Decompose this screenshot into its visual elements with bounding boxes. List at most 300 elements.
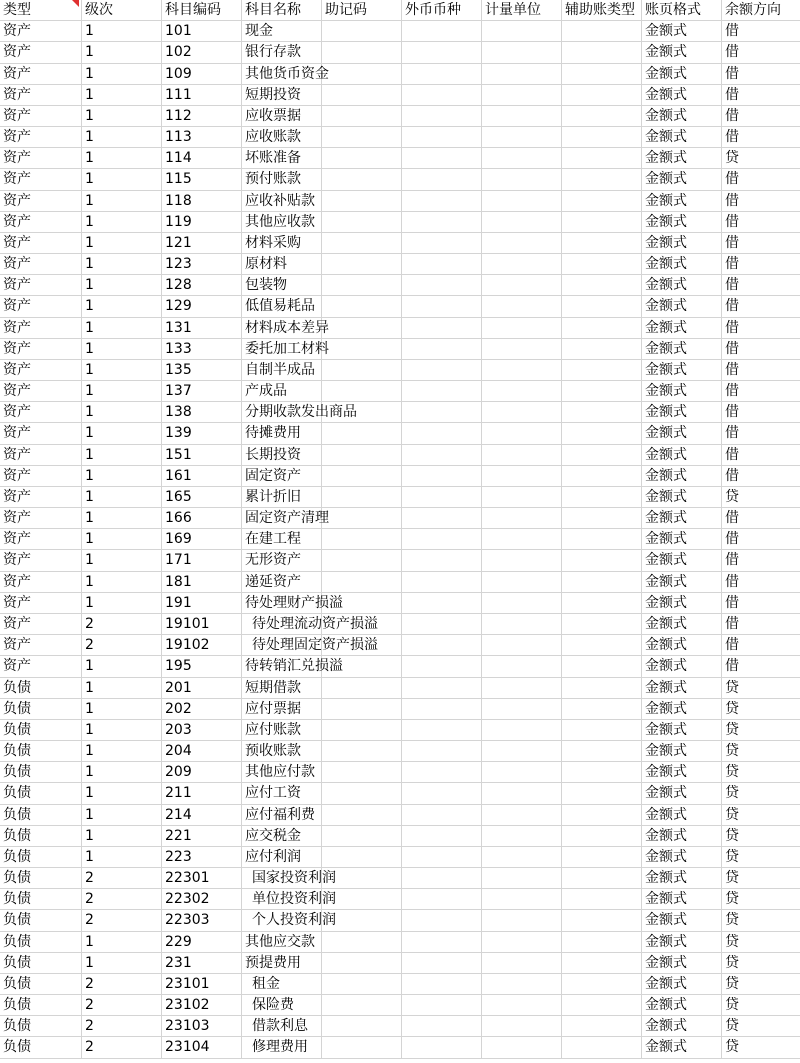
cell-aux-type[interactable] [562,932,642,953]
cell-unit[interactable] [482,953,562,974]
cell-type[interactable]: 资产 [0,487,82,508]
cell-name[interactable]: 原材料 [242,254,322,275]
cell-name[interactable]: 应交税金 [242,826,322,847]
cell-currency[interactable] [402,678,482,699]
cell-code[interactable]: 115 [162,169,242,190]
cell-name[interactable]: 自制半成品 [242,360,322,381]
cell-code[interactable]: 121 [162,233,242,254]
cell-mnemonic[interactable] [322,445,402,466]
header-cell-type[interactable]: 类型 [0,0,82,21]
cell-level[interactable]: 2 [82,868,162,889]
cell-code[interactable]: 139 [162,423,242,444]
cell-level[interactable]: 2 [82,889,162,910]
cell-level[interactable]: 1 [82,783,162,804]
cell-name[interactable]: 预付账款 [242,169,322,190]
cell-code[interactable]: 102 [162,42,242,63]
cell-code[interactable]: 211 [162,783,242,804]
cell-type[interactable]: 资产 [0,275,82,296]
cell-level[interactable]: 1 [82,593,162,614]
cell-level[interactable]: 1 [82,466,162,487]
cell-unit[interactable] [482,699,562,720]
cell-currency[interactable] [402,127,482,148]
cell-currency[interactable] [402,572,482,593]
cell-aux-type[interactable] [562,699,642,720]
cell-level[interactable]: 2 [82,1016,162,1037]
cell-aux-type[interactable] [562,169,642,190]
cell-level[interactable]: 1 [82,21,162,42]
cell-name[interactable]: 递延资产 [242,572,322,593]
cell-aux-type[interactable] [562,254,642,275]
cell-code[interactable]: 19101 [162,614,242,635]
header-cell-level[interactable]: 级次 [82,0,162,21]
cell-page-format[interactable]: 金额式 [642,783,722,804]
cell-page-format[interactable]: 金额式 [642,974,722,995]
cell-mnemonic[interactable] [322,212,402,233]
cell-mnemonic[interactable] [322,699,402,720]
cell-code[interactable]: 138 [162,402,242,423]
cell-balance-direction[interactable]: 贷 [722,826,800,847]
cell-code[interactable]: 204 [162,741,242,762]
cell-mnemonic[interactable] [322,402,402,423]
cell-level[interactable]: 1 [82,64,162,85]
cell-aux-type[interactable] [562,402,642,423]
cell-code[interactable]: 114 [162,148,242,169]
cell-balance-direction[interactable]: 借 [722,381,800,402]
cell-mnemonic[interactable] [322,423,402,444]
cell-code[interactable]: 23103 [162,1016,242,1037]
cell-type[interactable]: 负债 [0,1037,82,1058]
cell-mnemonic[interactable] [322,148,402,169]
cell-aux-type[interactable] [562,868,642,889]
cell-currency[interactable] [402,64,482,85]
cell-currency[interactable] [402,445,482,466]
cell-page-format[interactable]: 金额式 [642,826,722,847]
cell-page-format[interactable]: 金额式 [642,953,722,974]
cell-name[interactable]: 待转销汇兑损溢 [242,656,322,677]
cell-unit[interactable] [482,847,562,868]
cell-name[interactable]: 现金 [242,21,322,42]
cell-level[interactable]: 1 [82,445,162,466]
cell-name[interactable]: 其他应收款 [242,212,322,233]
cell-aux-type[interactable] [562,466,642,487]
cell-page-format[interactable]: 金额式 [642,932,722,953]
cell-level[interactable]: 2 [82,1037,162,1058]
cell-page-format[interactable]: 金额式 [642,318,722,339]
cell-currency[interactable] [402,360,482,381]
cell-aux-type[interactable] [562,635,642,656]
cell-balance-direction[interactable]: 贷 [722,783,800,804]
cell-aux-type[interactable] [562,85,642,106]
cell-aux-type[interactable] [562,339,642,360]
cell-level[interactable]: 1 [82,360,162,381]
cell-page-format[interactable]: 金额式 [642,889,722,910]
cell-balance-direction[interactable]: 借 [722,656,800,677]
cell-currency[interactable] [402,762,482,783]
cell-balance-direction[interactable]: 借 [722,64,800,85]
cell-page-format[interactable]: 金额式 [642,106,722,127]
cell-currency[interactable] [402,614,482,635]
cell-name[interactable]: 个人投资利润 [242,910,322,931]
cell-mnemonic[interactable] [322,42,402,63]
cell-name[interactable]: 委托加工材料 [242,339,322,360]
cell-page-format[interactable]: 金额式 [642,572,722,593]
cell-unit[interactable] [482,932,562,953]
cell-type[interactable]: 资产 [0,318,82,339]
cell-currency[interactable] [402,847,482,868]
cell-name[interactable]: 材料成本差异 [242,318,322,339]
cell-name[interactable]: 借款利息 [242,1016,322,1037]
cell-code[interactable]: 109 [162,64,242,85]
cell-type[interactable]: 负债 [0,847,82,868]
cell-unit[interactable] [482,487,562,508]
cell-unit[interactable] [482,169,562,190]
cell-mnemonic[interactable] [322,635,402,656]
cell-balance-direction[interactable]: 贷 [722,953,800,974]
cell-page-format[interactable]: 金额式 [642,402,722,423]
cell-mnemonic[interactable] [322,678,402,699]
cell-mnemonic[interactable] [322,550,402,571]
cell-balance-direction[interactable]: 贷 [722,995,800,1016]
cell-unit[interactable] [482,127,562,148]
cell-page-format[interactable]: 金额式 [642,191,722,212]
cell-code[interactable]: 123 [162,254,242,275]
cell-name[interactable]: 产成品 [242,381,322,402]
cell-code[interactable]: 22302 [162,889,242,910]
cell-name[interactable]: 待处理流动资产损溢 [242,614,322,635]
cell-currency[interactable] [402,42,482,63]
cell-type[interactable]: 资产 [0,656,82,677]
cell-aux-type[interactable] [562,508,642,529]
cell-unit[interactable] [482,148,562,169]
header-cell-unit[interactable]: 计量单位 [482,0,562,21]
cell-type[interactable]: 资产 [0,529,82,550]
cell-page-format[interactable]: 金额式 [642,995,722,1016]
cell-type[interactable]: 资产 [0,148,82,169]
cell-mnemonic[interactable] [322,995,402,1016]
cell-currency[interactable] [402,1037,482,1058]
cell-balance-direction[interactable]: 借 [722,169,800,190]
cell-level[interactable]: 1 [82,423,162,444]
cell-balance-direction[interactable]: 贷 [722,932,800,953]
cell-code[interactable]: 119 [162,212,242,233]
cell-type[interactable]: 负债 [0,868,82,889]
cell-page-format[interactable]: 金额式 [642,148,722,169]
cell-level[interactable]: 1 [82,508,162,529]
cell-mnemonic[interactable] [322,275,402,296]
cell-mnemonic[interactable] [322,932,402,953]
cell-mnemonic[interactable] [322,656,402,677]
cell-balance-direction[interactable]: 借 [722,275,800,296]
cell-code[interactable]: 23104 [162,1037,242,1058]
cell-currency[interactable] [402,635,482,656]
cell-level[interactable]: 1 [82,212,162,233]
cell-unit[interactable] [482,826,562,847]
cell-aux-type[interactable] [562,656,642,677]
header-cell-currency[interactable]: 外币币种 [402,0,482,21]
cell-mnemonic[interactable] [322,826,402,847]
cell-balance-direction[interactable]: 借 [722,614,800,635]
cell-currency[interactable] [402,974,482,995]
cell-page-format[interactable]: 金额式 [642,127,722,148]
cell-type[interactable]: 资产 [0,127,82,148]
cell-mnemonic[interactable] [322,169,402,190]
cell-page-format[interactable]: 金额式 [642,699,722,720]
cell-currency[interactable] [402,381,482,402]
cell-page-format[interactable]: 金额式 [642,1016,722,1037]
cell-page-format[interactable]: 金额式 [642,805,722,826]
cell-aux-type[interactable] [562,910,642,931]
cell-balance-direction[interactable]: 借 [722,127,800,148]
cell-unit[interactable] [482,64,562,85]
cell-page-format[interactable]: 金额式 [642,678,722,699]
cell-page-format[interactable]: 金额式 [642,529,722,550]
cell-code[interactable]: 131 [162,318,242,339]
cell-mnemonic[interactable] [322,783,402,804]
cell-level[interactable]: 1 [82,932,162,953]
cell-type[interactable]: 资产 [0,381,82,402]
cell-balance-direction[interactable]: 借 [722,85,800,106]
cell-currency[interactable] [402,741,482,762]
cell-code[interactable]: 128 [162,275,242,296]
cell-unit[interactable] [482,402,562,423]
header-cell-mnemonic[interactable]: 助记码 [322,0,402,21]
cell-name[interactable]: 其他货币资金 [242,64,322,85]
cell-code[interactable]: 191 [162,593,242,614]
header-cell-code[interactable]: 科目编码 [162,0,242,21]
cell-currency[interactable] [402,21,482,42]
cell-unit[interactable] [482,275,562,296]
cell-currency[interactable] [402,233,482,254]
cell-level[interactable]: 1 [82,296,162,317]
cell-level[interactable]: 2 [82,910,162,931]
cell-aux-type[interactable] [562,805,642,826]
cell-currency[interactable] [402,783,482,804]
cell-type[interactable]: 负债 [0,974,82,995]
cell-currency[interactable] [402,1016,482,1037]
cell-level[interactable]: 1 [82,572,162,593]
cell-page-format[interactable]: 金额式 [642,550,722,571]
cell-page-format[interactable]: 金额式 [642,762,722,783]
cell-currency[interactable] [402,191,482,212]
cell-unit[interactable] [482,1016,562,1037]
cell-mnemonic[interactable] [322,318,402,339]
cell-aux-type[interactable] [562,233,642,254]
cell-unit[interactable] [482,614,562,635]
cell-balance-direction[interactable]: 借 [722,508,800,529]
cell-balance-direction[interactable]: 借 [722,572,800,593]
cell-mnemonic[interactable] [322,339,402,360]
cell-mnemonic[interactable] [322,487,402,508]
cell-aux-type[interactable] [562,1037,642,1058]
cell-level[interactable]: 1 [82,402,162,423]
cell-page-format[interactable]: 金额式 [642,635,722,656]
cell-name[interactable]: 分期收款发出商品 [242,402,322,423]
cell-aux-type[interactable] [562,318,642,339]
cell-type[interactable]: 资产 [0,508,82,529]
cell-unit[interactable] [482,360,562,381]
cell-level[interactable]: 1 [82,275,162,296]
cell-page-format[interactable]: 金额式 [642,868,722,889]
cell-currency[interactable] [402,339,482,360]
cell-aux-type[interactable] [562,572,642,593]
cell-balance-direction[interactable]: 贷 [722,487,800,508]
cell-balance-direction[interactable]: 借 [722,254,800,275]
cell-balance-direction[interactable]: 借 [722,445,800,466]
cell-name[interactable]: 固定资产 [242,466,322,487]
cell-code[interactable]: 112 [162,106,242,127]
cell-type[interactable]: 资产 [0,423,82,444]
cell-aux-type[interactable] [562,42,642,63]
cell-name[interactable]: 其他应交款 [242,932,322,953]
cell-type[interactable]: 负债 [0,720,82,741]
cell-name[interactable]: 坏账准备 [242,148,322,169]
cell-page-format[interactable]: 金额式 [642,614,722,635]
cell-mnemonic[interactable] [322,1016,402,1037]
header-cell-balance-direction[interactable]: 余额方向 [722,0,800,21]
cell-name[interactable]: 修理费用 [242,1037,322,1058]
cell-name[interactable]: 待处理固定资产损溢 [242,635,322,656]
cell-unit[interactable] [482,974,562,995]
cell-code[interactable]: 113 [162,127,242,148]
cell-code[interactable]: 22303 [162,910,242,931]
cell-page-format[interactable]: 金额式 [642,466,722,487]
cell-unit[interactable] [482,42,562,63]
cell-type[interactable]: 资产 [0,402,82,423]
cell-type[interactable]: 资产 [0,106,82,127]
cell-code[interactable]: 151 [162,445,242,466]
cell-name[interactable]: 固定资产清理 [242,508,322,529]
cell-currency[interactable] [402,995,482,1016]
cell-aux-type[interactable] [562,275,642,296]
cell-code[interactable]: 118 [162,191,242,212]
cell-aux-type[interactable] [562,593,642,614]
cell-balance-direction[interactable]: 贷 [722,741,800,762]
cell-code[interactable]: 135 [162,360,242,381]
cell-page-format[interactable]: 金额式 [642,741,722,762]
cell-level[interactable]: 1 [82,805,162,826]
cell-unit[interactable] [482,995,562,1016]
cell-unit[interactable] [482,529,562,550]
cell-aux-type[interactable] [562,360,642,381]
cell-aux-type[interactable] [562,529,642,550]
cell-balance-direction[interactable]: 贷 [722,1016,800,1037]
cell-level[interactable]: 1 [82,762,162,783]
cell-balance-direction[interactable]: 贷 [722,847,800,868]
cell-mnemonic[interactable] [322,296,402,317]
cell-code[interactable]: 111 [162,85,242,106]
cell-aux-type[interactable] [562,1016,642,1037]
cell-level[interactable]: 1 [82,487,162,508]
cell-level[interactable]: 1 [82,699,162,720]
cell-unit[interactable] [482,339,562,360]
cell-balance-direction[interactable]: 贷 [722,805,800,826]
cell-unit[interactable] [482,212,562,233]
cell-type[interactable]: 资产 [0,339,82,360]
cell-aux-type[interactable] [562,148,642,169]
cell-type[interactable]: 资产 [0,614,82,635]
cell-unit[interactable] [482,889,562,910]
cell-mnemonic[interactable] [322,191,402,212]
cell-code[interactable]: 171 [162,550,242,571]
cell-mnemonic[interactable] [322,508,402,529]
cell-code[interactable]: 23102 [162,995,242,1016]
cell-level[interactable]: 1 [82,339,162,360]
cell-code[interactable]: 214 [162,805,242,826]
cell-level[interactable]: 1 [82,233,162,254]
cell-type[interactable]: 负债 [0,910,82,931]
cell-page-format[interactable]: 金额式 [642,212,722,233]
cell-level[interactable]: 1 [82,953,162,974]
cell-unit[interactable] [482,296,562,317]
cell-level[interactable]: 1 [82,678,162,699]
cell-balance-direction[interactable]: 贷 [722,762,800,783]
cell-level[interactable]: 1 [82,529,162,550]
cell-type[interactable]: 负债 [0,678,82,699]
cell-name[interactable]: 应付账款 [242,720,322,741]
cell-aux-type[interactable] [562,762,642,783]
cell-balance-direction[interactable]: 借 [722,233,800,254]
cell-currency[interactable] [402,106,482,127]
header-cell-aux-type[interactable]: 辅助账类型 [562,0,642,21]
cell-code[interactable]: 209 [162,762,242,783]
cell-type[interactable]: 负债 [0,741,82,762]
cell-currency[interactable] [402,402,482,423]
cell-aux-type[interactable] [562,21,642,42]
cell-unit[interactable] [482,720,562,741]
cell-currency[interactable] [402,910,482,931]
cell-balance-direction[interactable]: 借 [722,212,800,233]
cell-name[interactable]: 在建工程 [242,529,322,550]
cell-balance-direction[interactable]: 借 [722,21,800,42]
cell-level[interactable]: 1 [82,191,162,212]
cell-unit[interactable] [482,423,562,444]
cell-type[interactable]: 资产 [0,360,82,381]
cell-page-format[interactable]: 金额式 [642,169,722,190]
cell-page-format[interactable]: 金额式 [642,275,722,296]
cell-type[interactable]: 负债 [0,762,82,783]
cell-type[interactable]: 负债 [0,889,82,910]
cell-name[interactable]: 材料采购 [242,233,322,254]
cell-currency[interactable] [402,85,482,106]
cell-level[interactable]: 2 [82,995,162,1016]
cell-aux-type[interactable] [562,64,642,85]
cell-mnemonic[interactable] [322,360,402,381]
cell-type[interactable]: 资产 [0,296,82,317]
cell-page-format[interactable]: 金额式 [642,21,722,42]
cell-balance-direction[interactable]: 借 [722,635,800,656]
cell-level[interactable]: 1 [82,656,162,677]
cell-unit[interactable] [482,783,562,804]
cell-name[interactable]: 应收票据 [242,106,322,127]
cell-aux-type[interactable] [562,889,642,910]
cell-unit[interactable] [482,106,562,127]
cell-name[interactable]: 租金 [242,974,322,995]
cell-mnemonic[interactable] [322,614,402,635]
cell-type[interactable]: 资产 [0,169,82,190]
cell-aux-type[interactable] [562,106,642,127]
cell-name[interactable]: 包装物 [242,275,322,296]
header-cell-name[interactable]: 科目名称 [242,0,322,21]
cell-level[interactable]: 1 [82,254,162,275]
cell-name[interactable]: 长期投资 [242,445,322,466]
cell-page-format[interactable]: 金额式 [642,487,722,508]
cell-type[interactable]: 资产 [0,593,82,614]
cell-page-format[interactable]: 金额式 [642,423,722,444]
cell-unit[interactable] [482,741,562,762]
cell-name[interactable]: 待摊费用 [242,423,322,444]
cell-mnemonic[interactable] [322,529,402,550]
cell-type[interactable]: 负债 [0,826,82,847]
